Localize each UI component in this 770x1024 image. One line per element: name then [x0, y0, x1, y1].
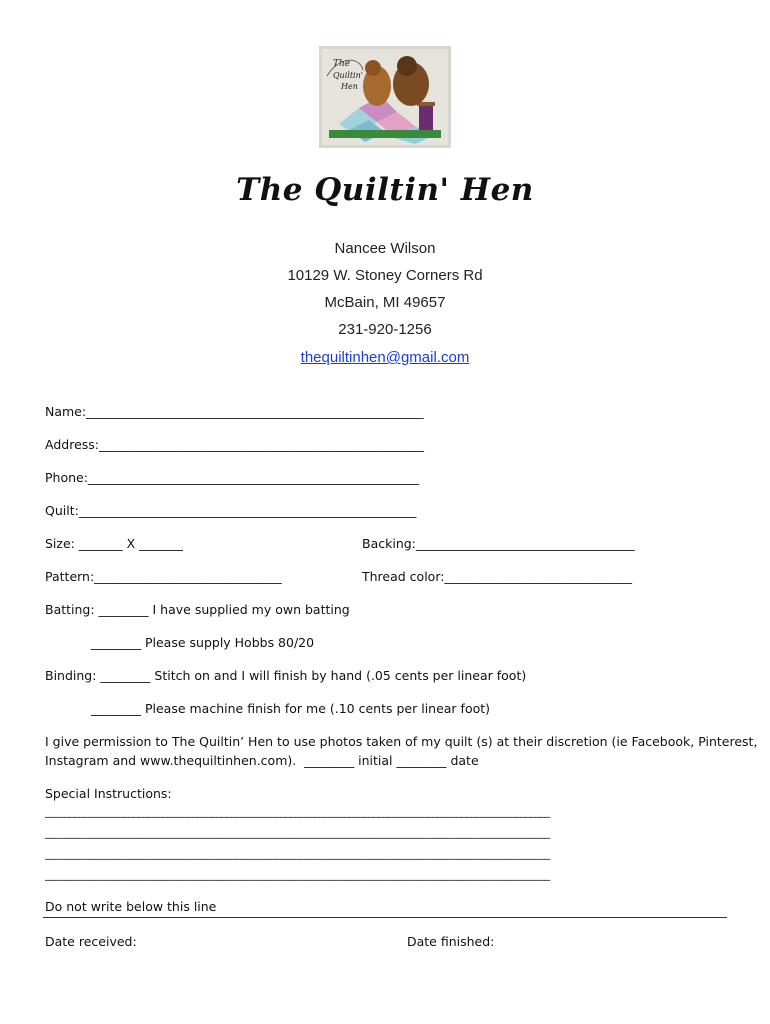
name-field[interactable]: Name:______________________________________________________ — [45, 404, 424, 419]
permission-text-line1: I give permission to The Quiltin’ Hen to use photos taken of my quilt (s) at their discretion (ie Facebook, Pinterest, — [45, 734, 758, 749]
size-field[interactable]: Size: _______ X _______ — [45, 536, 183, 551]
special-instructions-line[interactable]: _______________________________________________________________________________________________________ — [45, 868, 550, 881]
contact-phone: 231-920-1256 — [338, 321, 432, 338]
quiltin-hen-logo — [319, 46, 451, 148]
logo-text-hen: Hen — [341, 82, 358, 91]
contact-email-link[interactable]: thequiltinhen@gmail.com — [300, 349, 470, 366]
contact-city: McBain, MI 49657 — [324, 294, 446, 311]
special-instructions-label: Special Instructions: — [45, 786, 172, 801]
batting-own-option[interactable]: Batting: ________ I have supplied my own batting — [45, 602, 350, 617]
do-not-write-notice: Do not write below this line — [45, 899, 217, 914]
binding-machine-option[interactable]: ________ Please machine finish for me (.10 cents per linear foot) — [91, 701, 491, 716]
binding-hand-option[interactable]: Binding: ________ Stitch on and I will finish by hand (.05 cents per linear foot) — [45, 668, 527, 683]
logo-text-the: The — [333, 59, 351, 69]
date-received-label: Date received: — [45, 934, 137, 949]
batting-hobbs-option[interactable]: ________ Please supply Hobbs 80/20 — [91, 635, 315, 650]
special-instructions-line[interactable]: _______________________________________________________________________________________________________ — [45, 805, 550, 818]
address-field[interactable]: Address:____________________________________________________ — [45, 437, 424, 452]
logo-text-quiltin: Quiltin' — [333, 71, 363, 80]
thread-color-field[interactable]: Thread color:______________________________ — [362, 569, 632, 584]
special-instructions-line[interactable]: _______________________________________________________________________________________________________ — [45, 847, 550, 860]
phone-field[interactable]: Phone:_____________________________________________________ — [45, 470, 420, 485]
backing-field[interactable]: Backing:___________________________________ — [362, 536, 635, 551]
permission-initial-date-field[interactable]: Instagram and www.thequiltinhen.com). ________ initial ________ date — [45, 753, 479, 768]
pattern-field[interactable]: Pattern:______________________________ — [45, 569, 282, 584]
office-use-divider — [43, 917, 727, 918]
quilt-field[interactable]: Quilt:______________________________________________________ — [45, 503, 417, 518]
date-finished-label: Date finished: — [407, 934, 495, 949]
special-instructions-line[interactable]: _______________________________________________________________________________________________________ — [45, 826, 550, 839]
contact-name: Nancee Wilson — [334, 240, 436, 257]
contact-street: 10129 W. Stoney Corners Rd — [287, 267, 483, 284]
page-title: The Quiltin' Hen — [236, 172, 534, 208]
